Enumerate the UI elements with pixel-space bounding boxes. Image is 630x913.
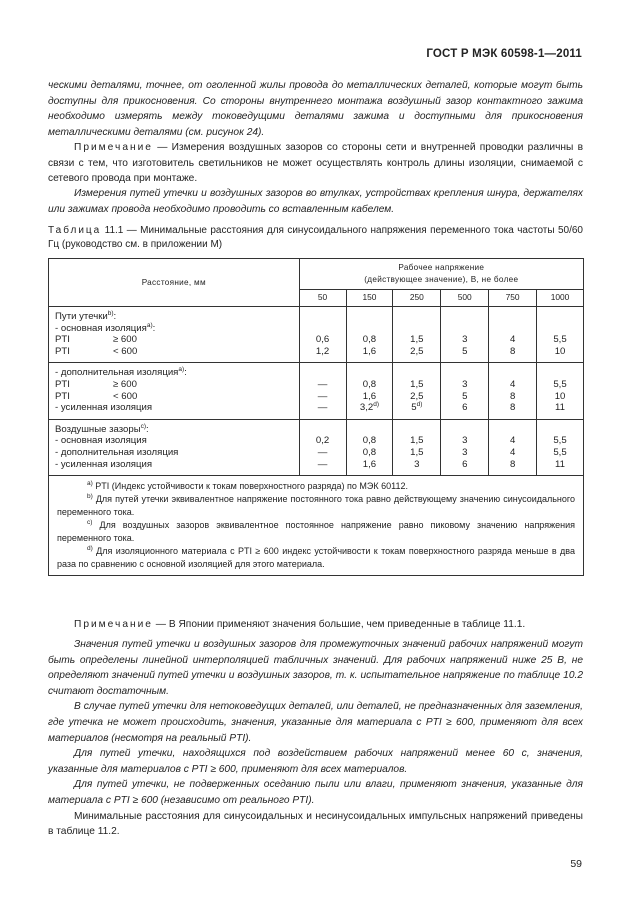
note-text: — В Японии применяют значения большие, чем приведенные в таблице 11.1. [152, 619, 526, 630]
pti-label: PTI [55, 378, 70, 390]
footnote-b: $^{b)}$ Для путей утечки эквивалентное напряжение постоянного тока равно действующему значению синусоидального переменного тока. [57, 493, 575, 518]
footnote-mark: d) [416, 400, 423, 408]
voltage-50: 50 [299, 290, 346, 307]
voltage-750: 750 [489, 290, 537, 307]
supplementary-label-cell: - дополнительная изоляция$^{a)}$: PTI ≥ 600 PTI < 600 - усиленная изоляция [49, 363, 300, 419]
clearances-label-cell: Воздушные зазоры$^{c)}$: - основная изоляция - дополнительная изоляция - усиленная изоляция [49, 419, 300, 475]
value-cell: 5,5 5,5 11 [537, 419, 584, 475]
table-footnotes-row [49, 476, 584, 576]
note-label: Примечание [74, 142, 153, 153]
intro-paragraph-2: Измерения путей утечки и воздушных зазоров во втулках, устройствах крепления шнура, держателях или зажимах провода необходимо проводить со вставленным кабелем. [48, 188, 583, 215]
voltage-150: 150 [346, 290, 393, 307]
footnote-mark: a) [146, 321, 153, 329]
voltage-header-line-2: (действующее значение), В, не более [364, 275, 519, 284]
pti-label: PTI [55, 334, 70, 346]
value-cell: 1,5 2,5 [393, 307, 441, 363]
column-header-voltage [299, 259, 583, 290]
value-cell: 0,8 1,6 3,2$^{d)}$ [346, 363, 393, 419]
after-table-note [48, 617, 583, 633]
table-caption-text: 11.1 — Минимальные расстояния для синусоидального напряжения переменного тока частоты 50/60 Гц (руководство см. в приложении М) [48, 225, 583, 250]
voltage-1000: 1000 [537, 290, 584, 307]
pti-label: PTI [55, 345, 70, 357]
value-cell: 5,5 10 11 [537, 363, 584, 419]
value-cell: 4 8 8 [489, 363, 537, 419]
value-cell: 0,8 1,6 [346, 307, 393, 363]
creepage-title: Пути утечки [55, 311, 108, 322]
footnote-mark: b) [107, 309, 114, 317]
value-cell: 0,8 0,8 1,6 [346, 419, 393, 475]
intro-paragraph-1: ческими деталями, точнее, от оголенной жилы провода до металлических деталей, которые могут быть доступны для прикосновения. Со стороны внутреннего монтажа воздушный зазор контактного зажима необходимо измерять между токоведущими деталями зажима и доступными для прикосновения металлическими деталями (см. рисунок 24). [48, 80, 583, 138]
paragraph-non-current-parts: В случае путей утечки для нетоковедущих деталей, или деталей, не предназначенных для заземления, где утечка не может происходить, значения, указанные для материала с PTI ≥ 600, применяют для всех материалов (несмотря на реальный PTI). [48, 701, 583, 744]
note-label: Примечание [74, 619, 153, 630]
document-header: ГОСТ Р МЭК 60598-1—2011 [426, 48, 582, 60]
page-number: 59 [570, 858, 582, 870]
table-row-supplementary [49, 363, 584, 419]
value-cell: 3 5 6 [441, 363, 489, 419]
pti-label: PTI [55, 390, 70, 402]
value-cell: 4 8 [489, 307, 537, 363]
table-caption-label: Таблица [48, 225, 102, 236]
reinforced-insulation-label: - усиленная изоляция [55, 402, 153, 414]
value-cell: — — — [299, 363, 346, 419]
creepage-label-cell: Пути утечки$^{b)}$: - основная изоляция$^{a)}$: PTI ≥ 600 PTI < 600 [49, 307, 300, 363]
paragraph-interpolation: Значения путей утечки и воздушных зазоров для промежуточных значений рабочих напряжений могут быть определены линейной интерполяцией табличных значений. Для рабочих напряжений ниже 25 В, не определяют значений путей утечки и воздушных зазоров, т. к. испытательное напряжение по таблице 10.2 считают достаточным. [48, 639, 583, 697]
paragraph-impulse: Минимальные расстояния для синусоидальных и несинусоидальных импульсных напряжений приведены в таблице 11.2. [48, 810, 583, 838]
footnote-c: $^{c)}$ Для воздушных зазоров эквивалентное постоянное напряжение равно пиковому значению напряжения переменного тока. [57, 519, 575, 544]
footnote-mark: a) [178, 366, 185, 374]
intro-note [48, 140, 583, 187]
basic-insulation-label: - основная изоляция [55, 322, 147, 334]
value-cell: 0,2 — — [299, 419, 346, 475]
footnote-mark: c) [140, 422, 147, 430]
footnote-d: $^{d)}$ Для изоляционного материала с PTI ≥ 600 индекс устойчивости к токам поверхностного разряда меньше в два раза по сравнению с основной изоляцией для этого материала. [57, 545, 575, 570]
pti-condition: < 600 [113, 345, 138, 357]
table-row-clearances [49, 419, 584, 475]
voltage-250: 250 [393, 290, 441, 307]
body-text [48, 637, 583, 840]
clearances-title: Воздушные зазоры [55, 423, 141, 435]
voltage-500: 500 [441, 290, 489, 307]
value-cell: 1,5 2,5 5$^{d)}$ [393, 363, 441, 419]
column-header-distance: Расстояние, мм [49, 259, 300, 307]
reinforced-insulation-label: - усиленная изоляция [55, 458, 153, 470]
basic-insulation-label: - основная изоляция [55, 435, 147, 447]
value-cell: 1,5 1,5 3 [393, 419, 441, 475]
footnote-a: $^{a)}$ PTI (Индекс устойчивости к токам поверхностного разряда) по МЭК 60112. [87, 480, 408, 492]
supplementary-insulation-label: - дополнительная изоляция [55, 446, 179, 458]
pti-condition: ≥ 600 [113, 378, 137, 390]
min-distances-table [48, 258, 584, 576]
paragraph-short-voltage: Для путей утечки, находящихся под воздействием рабочих напряжений менее 60 с, значения, указанные для материалов с PTI ≥ 600, применяют для всех материалов. [48, 748, 583, 775]
value-cell: 0,6 1,2 [299, 307, 346, 363]
table-footnotes [49, 476, 584, 576]
value-cell: 3 5 [441, 307, 489, 363]
footnote-mark: d) [373, 400, 380, 408]
pti-condition: ≥ 600 [113, 334, 137, 346]
supplementary-insulation-label: - дополнительная изоляция [55, 367, 179, 379]
note-text: — Измерения воздушных зазоров со стороны сети и внутренней проводки различны в связи с тем, что изготовитель светильников не может осуществлять контроль длины изоляции, снимаемой с сетевого провода при монтаже. [48, 142, 583, 185]
pti-condition: < 600 [113, 390, 138, 402]
value-cell: 4 4 8 [489, 419, 537, 475]
value-cell: 5,5 10 [537, 307, 584, 363]
value-cell: 3 3 6 [441, 419, 489, 475]
table-caption [48, 224, 583, 252]
paragraph-no-dust: Для путей утечки, не подверженных оседанию пыли или влаги, применяют значения, указанные для материала с PTI ≥ 600 (независимо от реального PTI). [48, 779, 583, 806]
voltage-header-line-1: Рабочее напряжение [398, 263, 485, 273]
table-row-creepage [49, 307, 584, 363]
